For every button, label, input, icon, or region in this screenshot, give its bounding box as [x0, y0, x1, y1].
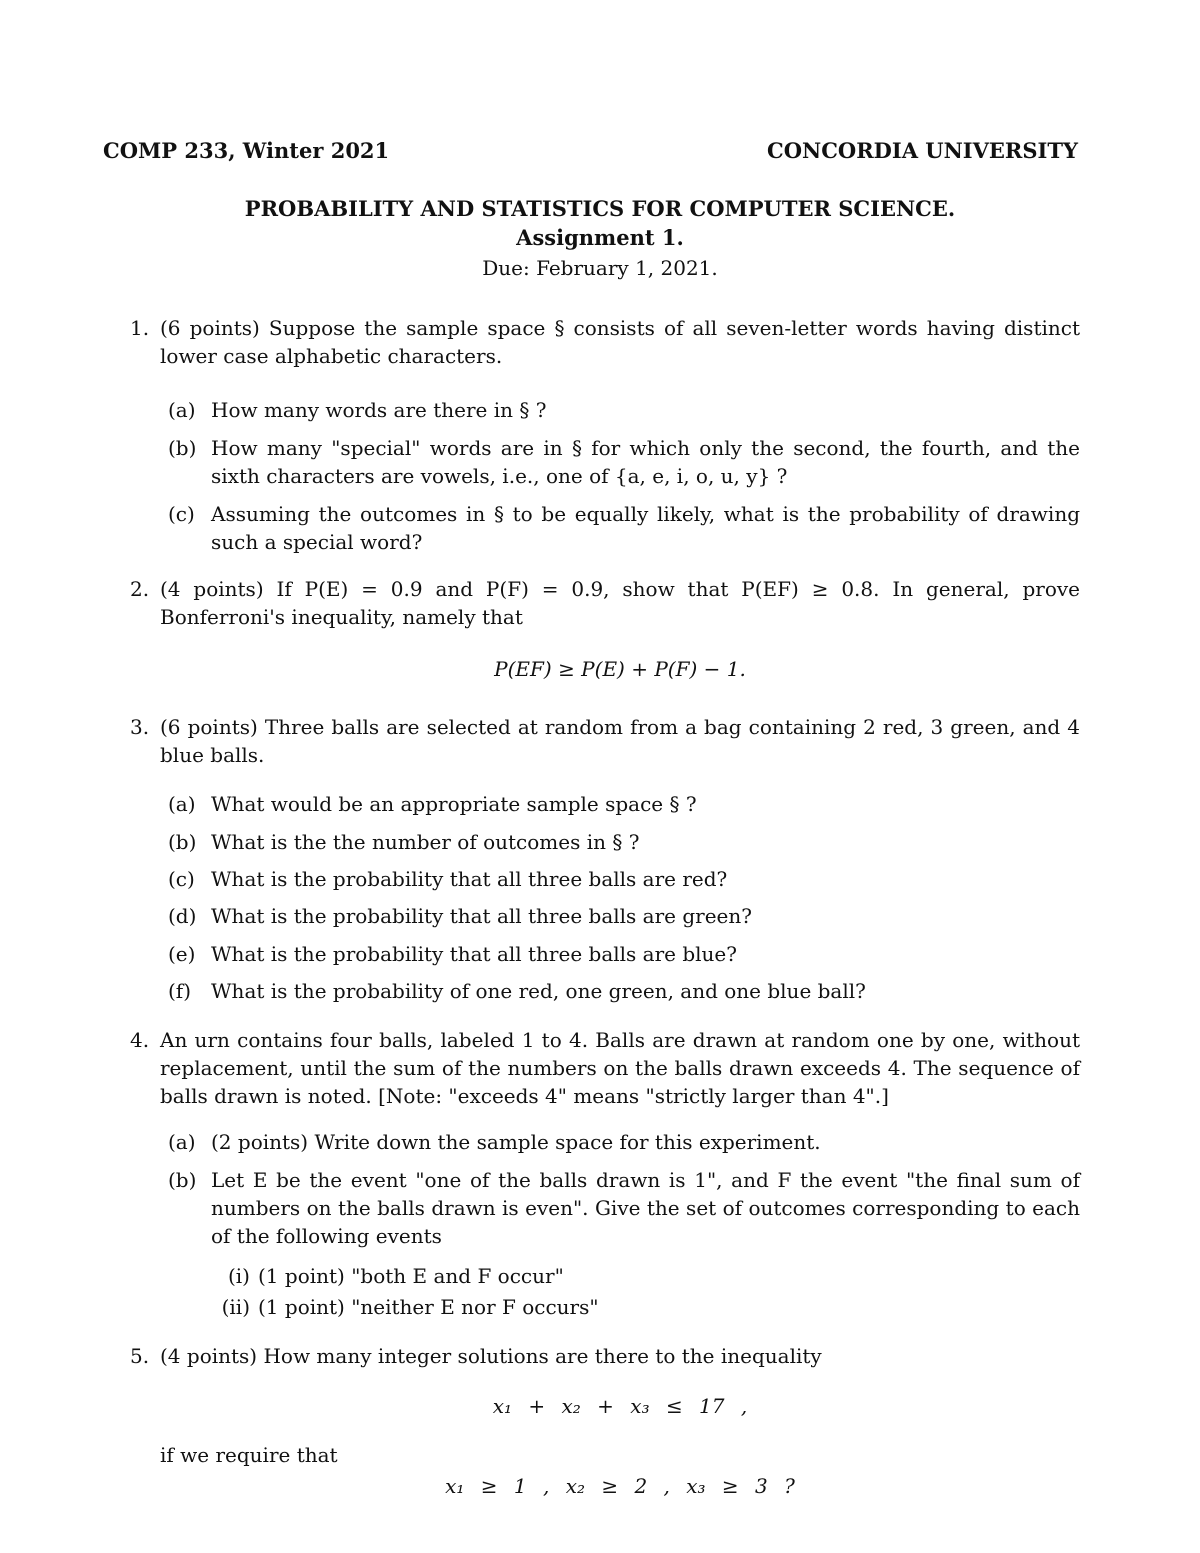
part-label: (f) [168, 979, 192, 1003]
question-text: An urn contains four balls, labeled 1 to 4. Balls are drawn at random one by one, without replacement, until the sum of the numbers on the balls drawn exceeds 4. The sequence of balls drawn is noted. [Note: "exceeds 4" means "strictly larger than 4".] [160, 1028, 1080, 1108]
subpart-label: (ii) [221, 1295, 250, 1319]
university-header: CONCORDIA UNIVERSITY [767, 138, 1078, 163]
question-1b [168, 434, 1080, 490]
question-3 [130, 713, 1080, 769]
question-1a [168, 396, 1080, 424]
inequality-equation: x₁ + x₂ + x₃ ≤ 17 , [492, 1394, 748, 1418]
question-4 [130, 1026, 1080, 1110]
question-number: 3. [130, 715, 150, 739]
part-label: (b) [168, 436, 197, 460]
subpart-text: (1 point) "neither E nor F occurs" [258, 1295, 599, 1319]
question-text: (4 points) How many integer solutions are there to the inequality [160, 1344, 822, 1368]
part-text: What is the probability that all three balls are green? [211, 904, 752, 928]
part-text: What would be an appropriate sample space § ? [211, 792, 697, 816]
question-1c [168, 500, 1080, 556]
part-label: (a) [168, 398, 196, 422]
part-text: Let E be the event "one of the balls drawn is 1", and F the event "the final sum of numbers on the balls drawn is even". Give the set of outcomes corresponding to each of the following events [211, 1168, 1080, 1248]
part-text: What is the probability that all three balls are blue? [211, 942, 737, 966]
question-text: (6 points) Suppose the sample space § consists of all seven-letter words having distinct lower case alphabetic characters. [160, 316, 1080, 368]
assignment-title: Assignment 1. [516, 225, 684, 250]
question-3c [168, 865, 1080, 893]
page-title: PROBABILITY AND STATISTICS FOR COMPUTER SCIENCE. [244, 196, 956, 221]
part-label: (d) [168, 904, 197, 928]
part-label: (a) [168, 792, 196, 816]
subpart-label: (i) [227, 1264, 250, 1288]
question-number: 1. [130, 316, 150, 340]
part-label: (e) [168, 942, 196, 966]
constraint-intro: if we require that [160, 1443, 338, 1467]
part-text: Assuming the outcomes in § to be equally likely, what is the probability of drawing such a special word? [211, 502, 1080, 554]
question-2 [130, 575, 1080, 631]
question-4b-ii [210, 1293, 1070, 1321]
course-header: COMP 233, Winter 2021 [103, 138, 390, 163]
part-text: How many "special" words are in § for which only the second, the fourth, and the sixth characters are vowels, i.e., one of {a, e, i, o, u, y} ? [211, 436, 1080, 488]
question-number: 2. [130, 577, 150, 601]
question-text: (6 points) Three balls are selected at random from a bag containing 2 red, 3 green, and 4 blue balls. [160, 715, 1080, 767]
question-3b [168, 828, 1080, 856]
part-text: What is the probability of one red, one green, and one blue ball? [211, 979, 866, 1003]
question-number: 5. [130, 1344, 150, 1368]
part-label: (c) [168, 867, 195, 891]
question-5 [130, 1342, 1080, 1370]
question-3d [168, 902, 1080, 930]
question-4b-i [210, 1262, 1070, 1290]
bonferroni-equation: P(EF) ≥ P(E) + P(F) − 1. [494, 657, 746, 681]
question-3f [168, 977, 1080, 1005]
part-text: (2 points) Write down the sample space for this experiment. [211, 1130, 821, 1154]
part-text: What is the probability that all three balls are red? [211, 867, 728, 891]
part-label: (a) [168, 1130, 196, 1154]
question-3e [168, 940, 1080, 968]
question-4b [168, 1166, 1080, 1250]
part-text: What is the the number of outcomes in § ? [211, 830, 640, 854]
question-1 [130, 314, 1080, 370]
question-3a [168, 790, 1080, 818]
constraint-equation: x₁ ≥ 1 , x₂ ≥ 2 , x₃ ≥ 3 ? [445, 1474, 795, 1498]
subpart-text: (1 point) "both E and F occur" [258, 1264, 564, 1288]
question-4a [168, 1128, 1080, 1156]
part-label: (b) [168, 830, 197, 854]
question-text: (4 points) If P(E) = 0.9 and P(F) = 0.9, show that P(EF) ≥ 0.8. In general, prove Bonferroni's inequality, namely that [160, 577, 1080, 629]
part-label: (c) [168, 502, 195, 526]
part-text: How many words are there in § ? [211, 398, 547, 422]
part-label: (b) [168, 1168, 197, 1192]
due-date: Due: February 1, 2021. [482, 256, 718, 280]
question-number: 4. [130, 1028, 150, 1052]
